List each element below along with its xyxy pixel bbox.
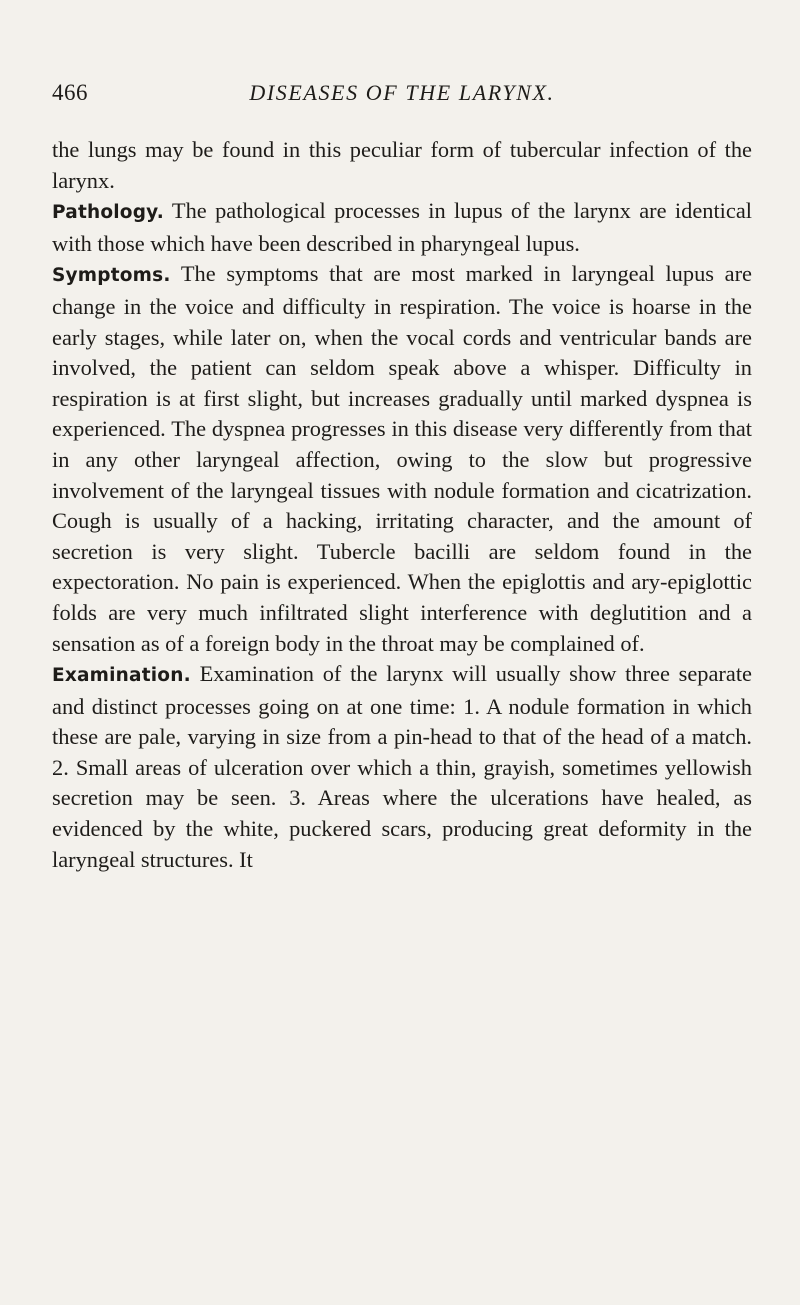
section-heading-examination: Examination. [52, 665, 191, 687]
paragraph-continuation [52, 135, 752, 196]
paragraph-text: Examination of the larynx will usually show three separate and distinct processes going on at one time: 1. A nodule formation in which these are pale, varying in size from a pin-head to that of the head of a match. 2. Small areas of ulceration over which a thin, grayish, sometimes yellowish secretion may be seen. 3. Areas where the ulcerations have healed, as evidenced by the white, puckered scars, producing great deformity in the laryngeal structures. It [52, 661, 752, 872]
paragraph-text: the lungs may be found in this peculiar form of tubercular infection of the larynx. [52, 137, 752, 193]
running-title: DISEASES OF THE LARYNX. [249, 80, 555, 105]
paragraph-pathology [52, 196, 752, 259]
paragraph-symptoms [52, 259, 752, 659]
body-text [52, 135, 752, 875]
page-header [52, 80, 752, 110]
page-number: 466 [52, 80, 88, 105]
section-heading-pathology: Pathology. [52, 202, 164, 224]
section-heading-symptoms: Symptoms. [52, 265, 171, 287]
paragraph-text: The symptoms that are most marked in laryngeal lupus are change in the voice and difficulty in respiration. The voice is hoarse in the early stages, while later on, when the vocal cords and ventricular bands are involved, the patient can seldom speak above a whisper. Difficulty in respiration is at first slight, but increases gradually until marked dyspnea is experienced. The dyspnea progresses in this disease very differently from that in any other laryngeal affection, owing to the slow but progressive involvement of the laryngeal tissues with nodule formation and cicatrization. Cough is usually of a hacking, irritating character, and the amount of secretion is very slight. Tubercle bacilli are seldom found in the expectoration. No pain is experienced. When the epiglottis and ary-epiglottic folds are very much infiltrated slight interference with deglutition and a sensation as of a foreign body in the throat may be complained of. [52, 261, 752, 656]
paragraph-text: The pathological processes in lupus of the larynx are identical with those which have been described in pharyngeal lupus. [52, 198, 752, 256]
paragraph-examination [52, 659, 752, 875]
